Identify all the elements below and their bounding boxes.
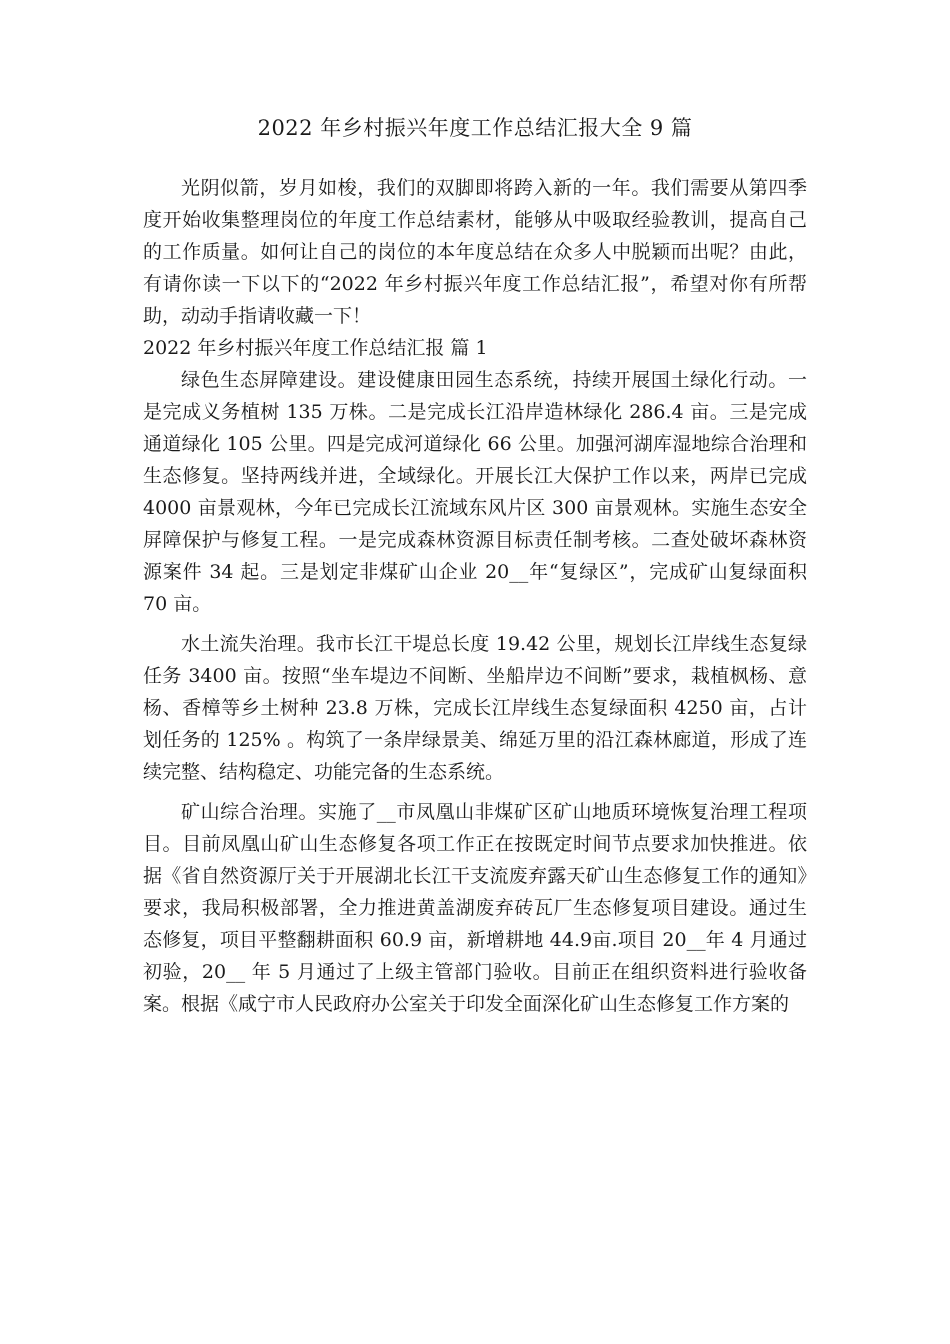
intro-paragraph: 光阴似箭，岁月如梭，我们的双脚即将跨入新的一年。我们需要从第四季度开始收集整理岗位的年度工作总结素材，能够从中吸取经验教训，提高自己的工作质量。如何让自己的岗位的本年度总结在众多人中脱颖而出呢？由此，有请你读一下以下的“2022 年乡村振兴年度工作总结汇报”，希望对你有所帮助，动动手指请收藏一下！: [143, 177, 807, 327]
paragraph-mine-governance: 矿山综合治理。实施了__市凤凰山非煤矿区矿山地质环境恢复治理工程项目。目前凤凰山矿山生态修复各项工作正在按既定时间节点要求加快推进。依据《省自然资源厅关于开展湖北长江干支流废弃露天矿山生态修复工作的通知》要求，我局积极部署，全力推进黄盖湖废弃砖瓦厂生态修复项目建设。通过生态修复，项目平整翻耕面积 60.9 亩，新增耕地 44.9亩.项目 20__年 4 月通过初验，20__ 年 5 月通过了上级主管部门验收。目前正在组织资料进行验收备案。根据《咸宁市人民政府办公室关于印发全面深化矿山生态修复工作方案的: [143, 801, 807, 1015]
document-title: 2022 年乡村振兴年度工作总结汇报大全 9 篇: [257, 116, 693, 140]
paragraph-soil-erosion: 水土流失治理。我市长江干堤总长度 19.42 公里，规划长江岸线生态复绿任务 3400 亩。按照“坐车堤边不间断、坐船岸边不间断”要求，栽植枫杨、意杨、香樟等乡土树种 23.8 万株，完成长江岸线生态复绿面积 4250 亩，占计划任务的 125% 。构筑了一条岸绿景美、绵延万里的沿江森林廊道，形成了连续完整、结构稳定、功能完备的生态系统。: [143, 633, 807, 783]
section-heading: 2022 年乡村振兴年度工作总结汇报 篇 1: [143, 337, 488, 359]
document-body: [143, 172, 807, 1020]
paragraph-ecology: 绿色生态屏障建设。建设健康田园生态系统，持续开展国土绿化行动。一是完成义务植树 135 万株。二是完成长江沿岸造林绿化 286.4 亩。三是完成通道绿化 105 公里。四是完成河道绿化 66 公里。加强河湖库湿地综合治理和生态修复。坚持两线并进，全域绿化。开展长江大保护工作以来，两岸已完成 4000 亩景观林，今年已完成长江流域东风片区 300 亩景观林。实施生态安全屏障保护与修复工程。一是完成森林资源目标责任制考核。二查处破坏森林资源案件 34 起。三是划定非煤矿山企业 20__年“复绿区”，完成矿山复绿面积 70 亩。: [143, 369, 807, 615]
